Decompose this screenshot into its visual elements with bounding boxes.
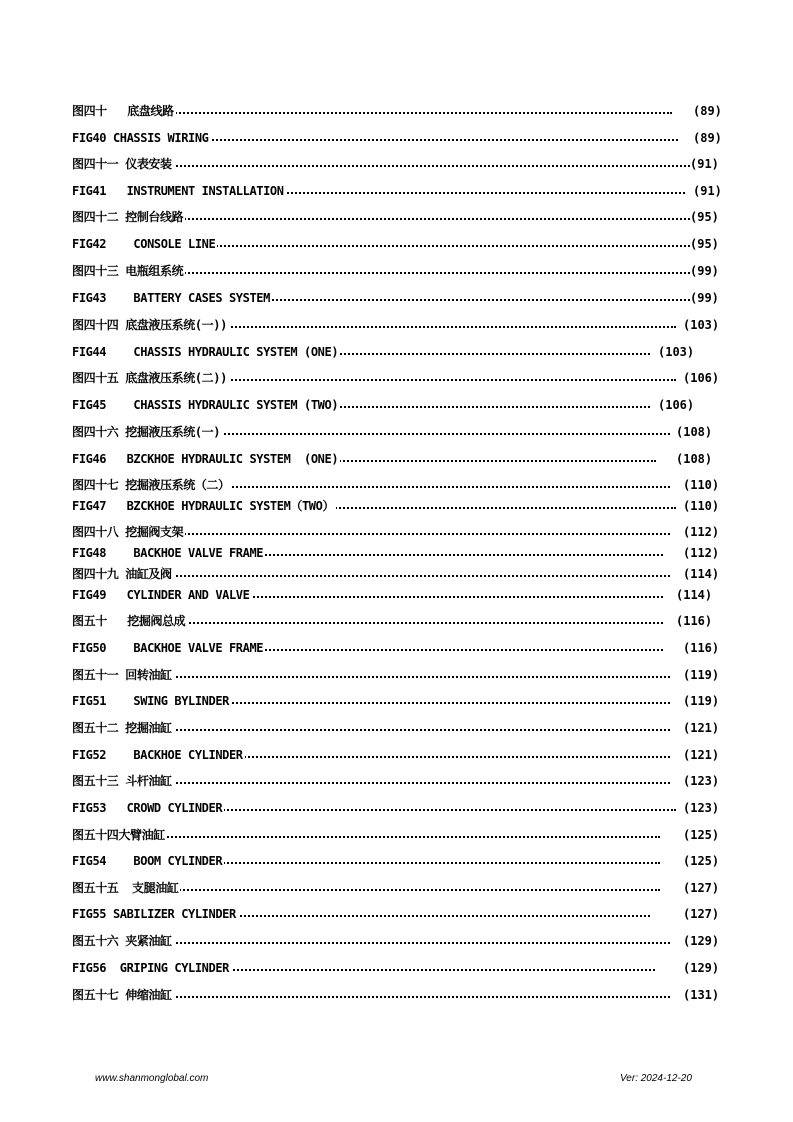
toc-entry-page: (91): [693, 184, 722, 198]
toc-entry: [72, 931, 722, 951]
toc-entry-page: (116): [676, 614, 713, 628]
toc-entry: [72, 261, 722, 281]
toc-entry-page: (99): [690, 264, 719, 278]
toc-entry-page: (106): [658, 398, 695, 412]
toc-entry: [72, 496, 722, 516]
toc-entry-page: (125): [683, 854, 720, 868]
toc-entry: [72, 522, 722, 542]
toc-entry: [72, 718, 722, 738]
toc-entry-title: FIG52 BACKHOE CYLINDER: [72, 745, 245, 765]
toc-entry: [72, 638, 722, 658]
toc-entry-title: 图五十 挖掘阀总成: [72, 611, 187, 631]
toc-entry-title: 图四十二 控制台线路: [72, 207, 185, 227]
toc-entry-page: (112): [683, 525, 720, 539]
toc-entry: [72, 315, 722, 335]
toc-entry: [72, 958, 722, 978]
toc-entry-title: FIG47 BZCKHOE HYDRAULIC SYSTEM（TWO）: [72, 496, 336, 516]
toc-entry-title: FIG50 BACKHOE VALVE FRAME: [72, 638, 265, 658]
toc-entry-title: FIG54 BOOM CYLINDER: [72, 851, 224, 871]
toc-entry: [72, 665, 722, 685]
toc-entry-page: (103): [683, 318, 720, 332]
toc-entry-page: (95): [690, 210, 719, 224]
toc-entry-title: 图四十八 挖掘阀支架: [72, 522, 185, 542]
toc-entry-title: 图五十二 挖掘油缸: [72, 718, 174, 738]
toc-entry: [72, 207, 722, 227]
toc-entry: [72, 564, 722, 584]
toc-entry-page: (108): [676, 452, 713, 466]
toc-entry: [72, 181, 722, 201]
toc-entry-page: (95): [690, 237, 719, 251]
footer-version: Ver: 2024-12-20: [620, 1073, 692, 1084]
toc-entry: [72, 585, 722, 605]
toc-entry-title: 图五十四大臂油缸: [72, 825, 167, 845]
toc-entry-page: (121): [683, 748, 720, 762]
toc-entry-title: 图四十七 挖掘液压系统（二）: [72, 475, 232, 495]
toc-entry-title: FIG49 CYLINDER AND VALVE: [72, 585, 251, 605]
toc-entry: [72, 825, 722, 845]
toc-entry: [72, 422, 722, 442]
toc-entry-page: (103): [658, 345, 695, 359]
toc-entry-page: (114): [676, 588, 713, 602]
toc-entry: [72, 395, 722, 415]
toc-entry-title: FIG45 CHASSIS HYDRAULIC SYSTEM (TWO): [72, 395, 340, 415]
toc-entry-page: (127): [683, 881, 720, 895]
toc-entry: [72, 101, 722, 121]
toc-entry-title: FIG48 BACKHOE VALVE FRAME: [72, 543, 265, 563]
toc-entry: [72, 128, 722, 148]
toc-entry-page: (89): [693, 104, 722, 118]
toc-entry-title: 图四十五 底盘液压系统(二)): [72, 368, 229, 388]
toc-entry: [72, 342, 722, 362]
toc-entry-title: FIG43 BATTERY CASES SYSTEM: [72, 288, 272, 308]
toc-entry: [72, 288, 722, 308]
toc-entry-title: FIG46 BZCKHOE HYDRAULIC SYSTEM (ONE): [72, 449, 340, 469]
toc-entry: [72, 611, 722, 631]
toc-entry-page: (119): [683, 694, 720, 708]
toc-entry-title: 图五十三 斗杆油缸: [72, 771, 174, 791]
toc-entry-title: 图五十七 伸缩油缸: [72, 985, 174, 1005]
toc-entry: [72, 878, 722, 898]
toc-entry: [72, 851, 722, 871]
toc-entry-page: (127): [683, 907, 720, 921]
toc-entry-page: (91): [690, 157, 719, 171]
toc-entry-title: 图四十三 电瓶组系统: [72, 261, 185, 281]
toc-entry-page: (110): [683, 499, 720, 513]
toc-entry-title: 图四十 底盘线路: [72, 101, 176, 121]
toc-entry: [72, 904, 722, 924]
toc-entry-page: (123): [683, 801, 720, 815]
toc-entry-title: 图五十六 夹紧油缸: [72, 931, 174, 951]
toc-entry: [72, 798, 722, 818]
toc-entry-title: FIG42 CONSOLE LINE: [72, 234, 217, 254]
toc-entry-page: (89): [693, 131, 722, 145]
toc-entry: [72, 154, 722, 174]
toc-entry-title: 图四十四 底盘液压系统(一)): [72, 315, 229, 335]
toc-entry: [72, 449, 722, 469]
toc-entry-page: (114): [683, 567, 720, 581]
toc-entry-title: FIG56 GRIPING CYLINDER: [72, 958, 231, 978]
toc-entry-page: (112): [683, 546, 720, 560]
toc-entry-page: (129): [683, 961, 720, 975]
toc-entry-title: FIG41 INSTRUMENT INSTALLATION: [72, 181, 286, 201]
toc-entry-page: (125): [683, 828, 720, 842]
toc-entry-page: (129): [683, 934, 720, 948]
toc-entry-title: 图五十一 回转油缸: [72, 665, 174, 685]
toc-entry-title: FIG40 CHASSIS WIRING: [72, 128, 211, 148]
toc-entry: [72, 691, 722, 711]
toc-entry-page: (131): [683, 988, 720, 1002]
toc-entry-title: 图四十一 仪表安装: [72, 154, 174, 174]
toc-entry-page: (99): [690, 291, 719, 305]
toc-entry: [72, 475, 722, 495]
toc-entry-page: (121): [683, 721, 720, 735]
toc-entry: [72, 368, 722, 388]
toc-entry-page: (110): [683, 478, 720, 492]
toc-entry-page: (119): [683, 668, 720, 682]
toc-entry-title: 图四十九 油缸及阀: [72, 564, 174, 584]
toc-entry-title: 图四十六 挖掘液压系统(一): [72, 422, 222, 442]
toc-entry-page: (123): [683, 774, 720, 788]
toc-entry: [72, 771, 722, 791]
toc-entry-page: (108): [676, 425, 713, 439]
toc-entry: [72, 543, 722, 563]
toc-entry-page: (116): [683, 641, 720, 655]
footer-website: www.shanmonglobal.com: [95, 1073, 209, 1084]
toc-entry-page: (106): [683, 371, 720, 385]
toc-entry-title: FIG53 CROWD CYLINDER: [72, 798, 224, 818]
toc-entry-title: FIG55 SABILIZER CYLINDER: [72, 904, 238, 924]
toc-entry: [72, 234, 722, 254]
toc-entry-title: FIG51 SWING BYLINDER: [72, 691, 231, 711]
toc-entry-title: FIG44 CHASSIS HYDRAULIC SYSTEM (ONE): [72, 342, 340, 362]
toc-entry-title: 图五十五 支腿油缸: [72, 878, 180, 898]
toc-entry: [72, 745, 722, 765]
toc-entry: [72, 985, 722, 1005]
